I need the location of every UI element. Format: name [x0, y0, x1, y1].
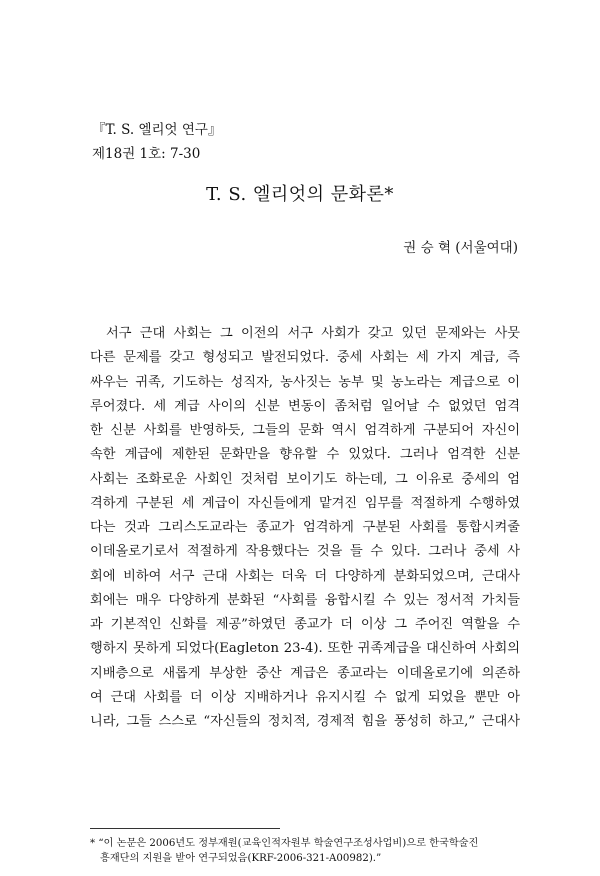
- footnote-line: 흥재단의 지원을 받아 연구되었음(KRF-2006-321-A00982).”: [100, 853, 382, 864]
- body-line: 격하게 구분된 세 계급이 자신들에게 맡겨진 임무를 적절하게 수행하였: [90, 495, 520, 511]
- body-line: 속한 계급에 제한된 문화만을 향유할 수 있었다. 그러나 엄격한 신분: [90, 447, 520, 463]
- body-line: 과 기본적인 신화를 제공”하였던 종교가 더 이상 그 주어진 역할을 수: [90, 617, 520, 632]
- footnote: [90, 836, 530, 866]
- body-line: 루어졌다. 세 계급 사이의 신분 변동이 좀처럼 일어날 수 없었던 엄격: [90, 398, 520, 414]
- footnote-divider: [90, 828, 280, 829]
- journal-header: [92, 118, 221, 166]
- journal-issue: 제18권 1호: 7-30: [92, 146, 201, 162]
- body-line: 한 신분 사회를 반영하듯, 그들의 문화 역시 엄격하게 구분되어 자신이: [90, 423, 520, 438]
- body-line: 행하지 못하게 되었다(Eagleton 23-4). 또한 귀족계급을 대신하여 사회의: [90, 641, 520, 657]
- journal-title: 『T. S. 엘리엇 연구』: [92, 122, 222, 138]
- body-line: 지배층으로 새롭게 부상한 중산 계급은 종교라는 이데올로기에 의존하: [90, 665, 520, 681]
- body-line: 다른 문제를 갖고 형성되고 발전되었다. 중세 사회는 세 가지 계급, 즉: [90, 350, 520, 366]
- body-line: 사회는 조화로운 사회인 것처럼 보이기도 하는데, 그 이유로 중세의 엄: [90, 471, 520, 487]
- body-line: 니라, 그들 스스로 “자신들의 정치적, 경제적 힘을 풍성히 하고,” 근대사: [90, 714, 520, 729]
- body-line: 이데올로기로서 적절하게 작용했다는 것을 들 수 있다. 그러나 중세 사: [90, 544, 520, 560]
- body-line: 싸우는 귀족, 기도하는 성직자, 농사짓는 농부 및 농노라는 계급으로 이: [90, 374, 520, 390]
- article-title: T. S. 엘리엇의 문화론*: [206, 184, 394, 205]
- body-line: 여 근대 사회를 더 이상 지배하거나 유지시킬 수 없게 되었을 뿐만 아: [90, 689, 520, 705]
- footnote-line: * “이 논문은 2006년도 정부재원(교육인적자원부 학술연구조성사업비)으로 한국학술진: [90, 838, 479, 849]
- article-author: 권 승 혁 (서울여대): [403, 240, 518, 256]
- body-line: 다는 것과 그리스도교라는 종교가 엄격하게 구분된 사회를 통합시켜줄: [90, 520, 520, 535]
- body-line: 회에는 매우 다양하게 분화된 “사회를 융합시킬 수 있는 정서적 가치들: [90, 592, 520, 608]
- body-line: 서구 근대 사회는 그 이전의 서구 사회가 갖고 있던 문제와는 사뭇: [106, 326, 520, 341]
- article-body: [90, 322, 520, 734]
- body-line: 회에 비하여 서구 근대 사회는 더욱 더 다양하게 분화되었으며, 근대사: [90, 568, 520, 584]
